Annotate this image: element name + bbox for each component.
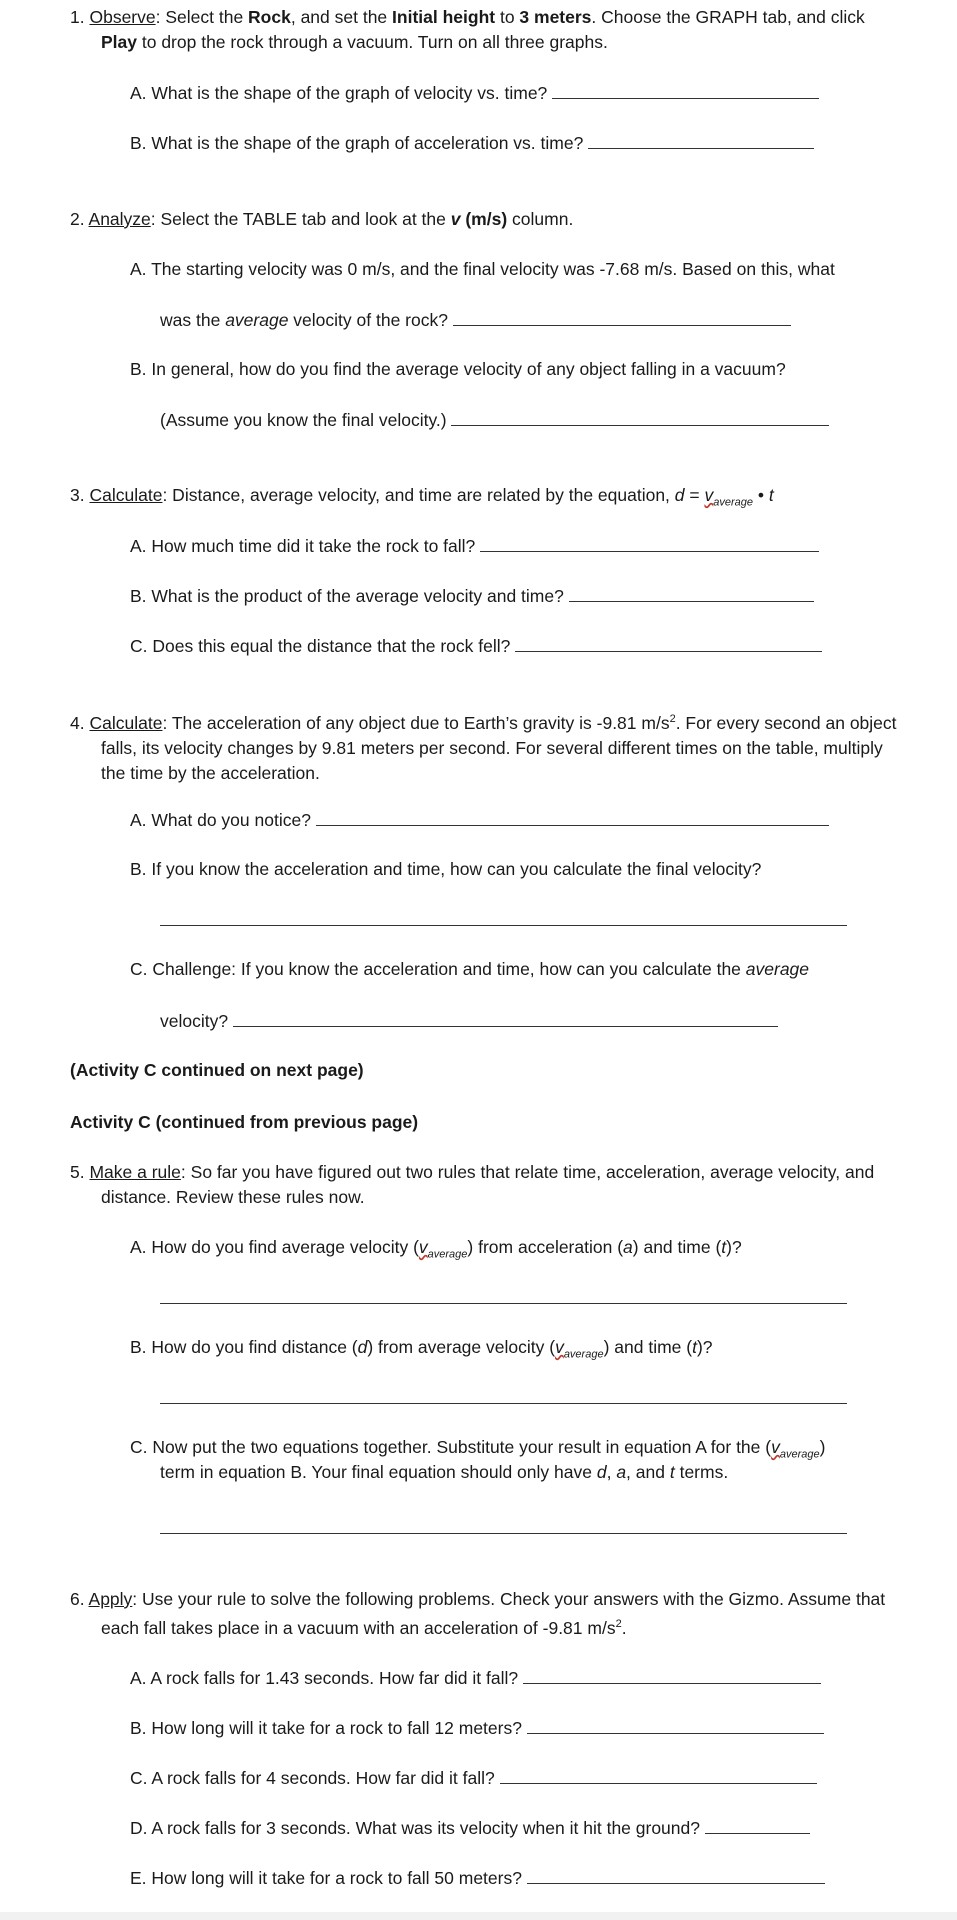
v-average-symbol: $v_{average}$ — [704, 485, 753, 509]
v-average-symbol: $v_{average}$ — [771, 1437, 820, 1461]
q3-part-a: A. How much time did it take the rock to fall? — [130, 533, 850, 559]
q6-part-a: A. A rock falls for 1.43 seconds. How far did it fall? — [130, 1665, 850, 1691]
answer-line[interactable] — [588, 130, 814, 149]
question-2: 2. Analyze: Select the TABLE tab and look at the v (m/s) column. — [70, 209, 574, 229]
question-3: 3. Calculate: Distance, average velocity, and time are related by the equation, $d = v_{average}$ • t — [70, 485, 774, 509]
q4-part-c-cont: velocity? — [160, 1008, 850, 1034]
q4-part-c: C. Challenge: If you know the acceleration and time, how can you calculate the average — [130, 959, 810, 979]
q5-part-c: C. Now put the two equations together. Substitute your result in equation A for the $(v_{average})$ — [130, 1437, 826, 1461]
q5-part-b: B. How do you find distance (d) from average velocity $(v_{average})$ and time (t)? — [130, 1337, 713, 1361]
continued-next-note: (Activity C continued on next page) — [70, 1060, 364, 1080]
q4-part-a: A. What do you notice? — [130, 807, 850, 833]
q2-part-b-cont: (Assume you know the final velocity.) — [160, 407, 850, 433]
q6-part-e: E. How long will it take for a rock to fall 50 meters? — [130, 1865, 850, 1891]
answer-line[interactable] — [569, 583, 814, 602]
q1-part-b: B. What is the shape of the graph of acceleration vs. time? — [130, 130, 850, 156]
answer-line[interactable] — [453, 307, 791, 326]
q2-label: Analyze — [88, 209, 151, 229]
continued-from-header: Activity C (continued from previous page) — [70, 1112, 419, 1132]
v-average-symbol: $v_{average}$ — [418, 1237, 468, 1261]
q2-part-a: A. The starting velocity was 0 m/s, and the final velocity was -7.68 m/s. Based on this, what — [130, 259, 835, 279]
q1-number: 1. — [70, 7, 85, 27]
q4-part-b: B. If you know the acceleration and time, how can you calculate the final velocity? — [130, 859, 762, 879]
answer-line[interactable] — [523, 1665, 821, 1684]
q2-part-b: B. In general, how do you find the average velocity of any object falling in a vacuum? — [130, 359, 786, 379]
question-5: 5. Make a rule: So far you have figured out two rules that relate time, acceleration, average velocity, and distance. Review these rules now. — [70, 1162, 875, 1207]
question-4: 4. Calculate: The acceleration of any object due to Earth’s gravity is -9.81 $m/s^2$. For every second an object falls, its velocity changes by 9.81 meters per second. For several different times on the table, multiply the time by the acceleration. — [70, 712, 897, 783]
question-1: 1. Observe: Select the Rock, and set the Initial height to 3 meters. Choose the GRAPH tab, and click Play to drop the rock through a vacuum. Turn on all three graphs. — [70, 7, 865, 52]
answer-line[interactable] — [451, 407, 829, 426]
answer-line[interactable] — [552, 80, 819, 99]
q2-part-a-cont: was the average velocity of the rock? — [160, 307, 850, 333]
answer-line[interactable] — [480, 533, 819, 552]
q3-part-b: B. What is the product of the average velocity and time? — [130, 583, 850, 609]
q6-part-b: B. How long will it take for a rock to fall 12 meters? — [130, 1715, 850, 1741]
answer-line[interactable] — [316, 807, 829, 826]
q1-part-a: A. What is the shape of the graph of velocity vs. time? — [130, 80, 850, 106]
q6-part-d: D. A rock falls for 3 seconds. What was its velocity when it hit the ground? — [130, 1815, 850, 1841]
answer-line[interactable] — [160, 1402, 847, 1404]
q5-part-a: A. How do you find average velocity $(v_{average})$ from acceleration (a) and time (t)? — [130, 1237, 742, 1261]
answer-line[interactable] — [705, 1815, 810, 1834]
answer-line[interactable] — [160, 924, 847, 926]
question-6: 6. Apply: Use your rule to solve the following problems. Check your answers with the Gizmo. Assume that each fall takes place in a vacuum with an acceleration of -9.81 $m/s^2$. — [70, 1589, 886, 1638]
answer-line[interactable] — [527, 1715, 824, 1734]
answer-line[interactable] — [500, 1765, 817, 1784]
answer-line[interactable] — [233, 1008, 778, 1027]
q5-part-c-cont: term in equation B. Your final equation should only have d, a, and t terms. — [160, 1462, 729, 1482]
q6-part-c: C. A rock falls for 4 seconds. How far did it fall? — [130, 1765, 850, 1791]
page-footer-bar — [0, 1912, 957, 1920]
v-average-symbol: $v_{average}$ — [555, 1337, 604, 1361]
answer-line[interactable] — [527, 1865, 825, 1884]
answer-line[interactable] — [160, 1532, 847, 1534]
q1-label: Observe — [89, 7, 156, 27]
answer-line[interactable] — [160, 1302, 847, 1304]
answer-line[interactable] — [515, 633, 822, 652]
q3-part-c: C. Does this equal the distance that the rock fell? — [130, 633, 850, 659]
